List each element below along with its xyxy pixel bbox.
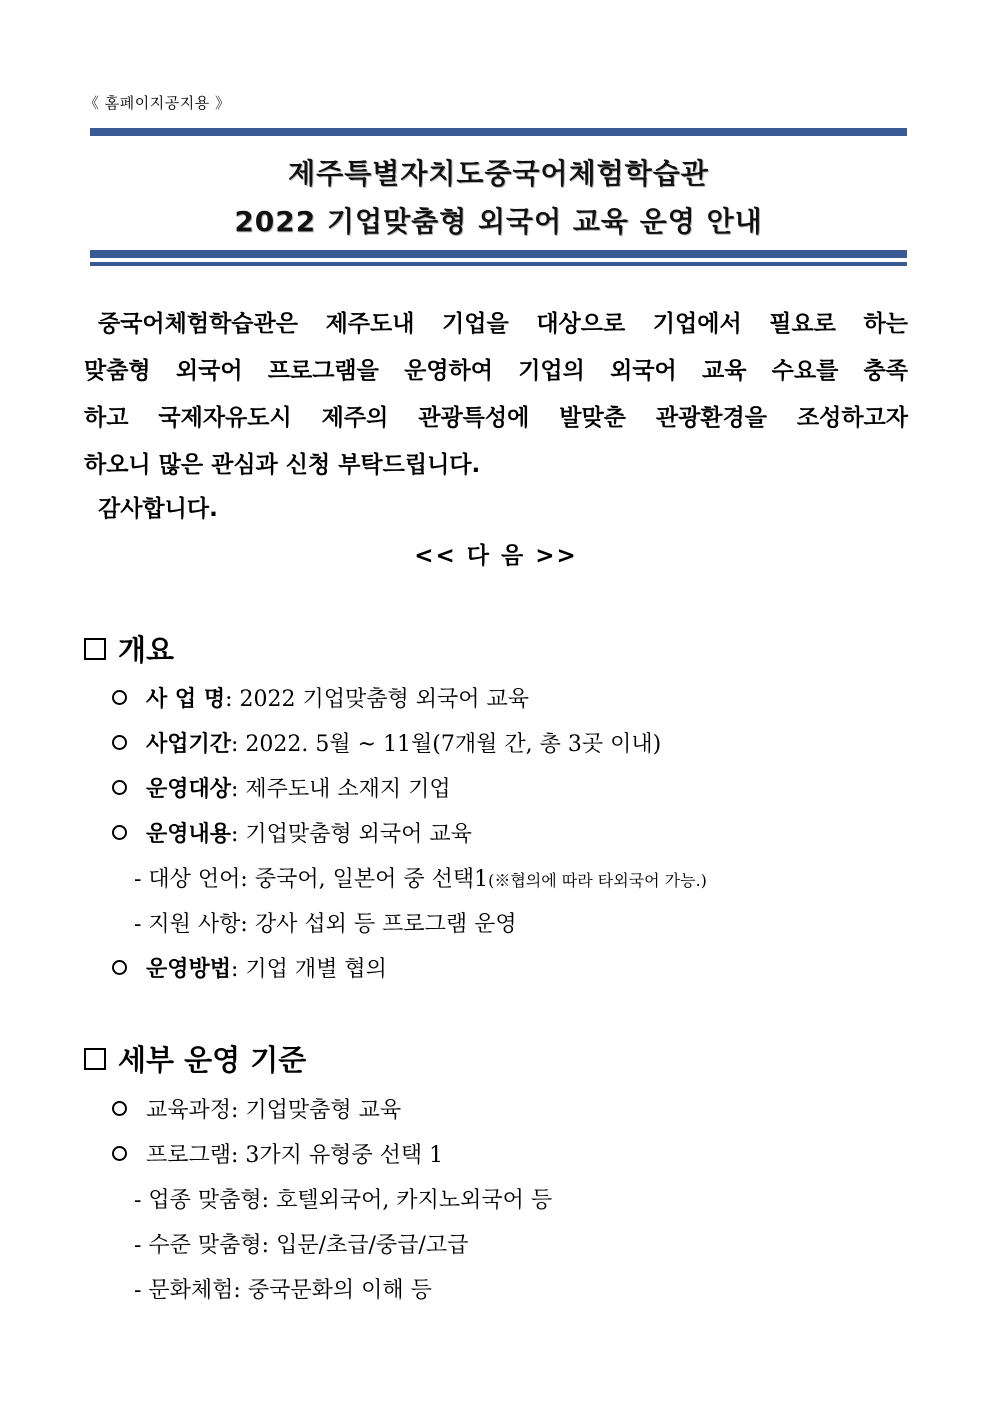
overview-sub-item <box>134 862 707 893</box>
item-label: 운영방법 <box>146 956 232 982</box>
section-title: 세부 운영 기준 <box>118 1043 307 1077</box>
detail-sub-item: - 수준 맞춤형: 입문/초급/중급/고급 <box>134 1233 469 1258</box>
notice-tag: 《 홈페이지공지용 》 <box>84 94 231 112</box>
item-label: 사 업 명 <box>146 686 226 712</box>
intro-line: 하오니 많은 관심과 신청 부탁드립니다. <box>84 452 481 478</box>
item-value: : 기업맞춤형 교육 <box>231 1098 402 1123</box>
intro-line: 맞춤형 외국어 프로그램을 운영하여 기업의 외국어 교육 수요를 충족 <box>84 358 908 384</box>
checkbox-square-icon <box>84 1048 106 1070</box>
section-detail-heading <box>84 1038 306 1079</box>
overview-item <box>112 682 529 713</box>
daum-heading: << 다 음 >> <box>414 543 578 569</box>
item-value: : 기업맞춤형 외국어 교육 <box>231 822 472 847</box>
circle-bullet-icon <box>112 690 127 705</box>
section-title: 개요 <box>118 633 175 667</box>
detail-sub-item: - 문화체험: 중국문화의 이해 등 <box>134 1278 432 1303</box>
overview-item <box>112 952 387 983</box>
intro-line: 중국어체험학습관은 제주도내 기업을 대상으로 기업에서 필요로 하는 <box>98 311 908 337</box>
overview-item <box>112 817 472 848</box>
document-title-line2: 2022 기업맞춤형 외국어 교육 운영 안내 <box>234 205 763 238</box>
overview-item <box>112 727 661 758</box>
circle-bullet-icon <box>112 825 127 840</box>
item-label: 프로그램 <box>146 1143 232 1168</box>
intro-paragraph <box>84 301 908 489</box>
detail-item <box>112 1093 401 1124</box>
checkbox-square-icon <box>84 638 106 660</box>
thanks-text: 감사합니다. <box>98 496 218 522</box>
overview-item <box>112 772 451 803</box>
item-value: : 3가지 유형중 선택 1 <box>231 1143 444 1168</box>
section-overview-heading <box>84 628 174 669</box>
item-label: 운영내용 <box>146 821 232 847</box>
circle-bullet-icon <box>112 1101 127 1116</box>
title-bottom-rule <box>90 250 907 258</box>
item-value: : 2022. 5월 ~ 11월(7개월 간, 총 3곳 이내) <box>231 732 662 757</box>
item-label: 사업기간 <box>146 731 232 757</box>
item-label: 운영대상 <box>146 776 232 802</box>
document-title-line1: 제주특별자치도중국어체험학습관 <box>288 157 709 190</box>
intro-line: 하고 국제자유도시 제주의 관광특성에 발맞춘 관광환경을 조성하고자 <box>84 405 908 431</box>
title-top-rule <box>90 128 907 136</box>
detail-sub-item: - 업종 맞춤형: 호텔외국어, 카지노외국어 등 <box>134 1188 553 1213</box>
item-value: : 2022 기업맞춤형 외국어 교육 <box>225 687 529 712</box>
sub-item-note: (※협의에 따라 타외국어 가능.) <box>488 871 707 890</box>
sub-item-text: - 지원 사항: 강사 섭외 등 프로그램 운영 <box>134 912 517 937</box>
item-label: 교육과정 <box>146 1098 232 1123</box>
circle-bullet-icon <box>112 960 127 975</box>
title-bottom-rule-thin <box>90 262 907 266</box>
circle-bullet-icon <box>112 1146 127 1161</box>
circle-bullet-icon <box>112 735 127 750</box>
overview-sub-item <box>134 907 517 938</box>
sub-item-text: - 대상 언어: 중국어, 일본어 중 선택1 <box>134 867 489 892</box>
item-value: : 제주도내 소재지 기업 <box>231 777 451 802</box>
detail-item <box>112 1138 443 1169</box>
item-value: : 기업 개별 협의 <box>231 957 387 982</box>
circle-bullet-icon <box>112 780 127 795</box>
